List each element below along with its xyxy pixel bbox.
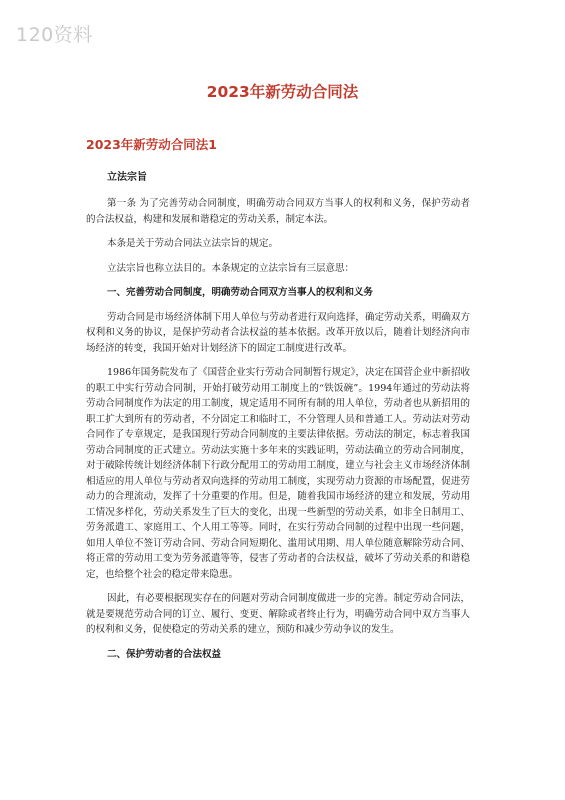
document-title: 2023年新劳动合同法 (206, 83, 359, 101)
watermark: 120资料 (16, 24, 93, 46)
heading-point-2: 二、保护劳动者的合法权益 (107, 648, 222, 660)
subtitle: 立法宗旨 (107, 172, 147, 183)
paragraph-article-1: 第一条 为了完善劳动合同制度，明确劳动合同双方当事人的权利和义务，保护劳动者的合法权益，构建和发展和谐稳定的劳动关系，制定本法。 (86, 198, 470, 225)
paragraph-commentary: 本条是关于劳动合同法立法宗旨的规定。 (107, 238, 279, 249)
document-body (86, 170, 470, 671)
paragraph-conclusion: 因此，有必要根据现实存在的问题对劳动合同制度做进一步的完善。制定劳动合同法，就是要规范劳动合同的订立、履行、变更、解除或者终止行为，明确劳动合同中双方当事人的权利和义务，促使稳定的劳动关系的建立，预防和减少劳动争议的发生。 (86, 593, 470, 635)
heading-point-1: 一、完善劳动合同制度，明确劳动合同双方当事人的权利和义务 (107, 287, 374, 298)
section-title: 2023年新劳动合同法1 (86, 137, 217, 152)
paragraph-history: 1986年国务院发布了《国营企业实行劳动合同制暂行规定》，决定在国营企业中新招收的职工中实行劳动合同制，开始打破劳动用工制度上的“铁饭碗”。1994年通过的劳动法将劳动合同制度作为法定的用工制度，规定适用不同所有制的用人单位，劳动者也从新招用的职工扩大到所有的劳动者，不分固定工和临时工，不分管理人员和普通工人。劳动法对劳动合同作了专章规定，是我国现行劳动合同制度的主要法律依据。劳动法的制定，标志着我国劳动合同制度的正式建立。劳动法实施十多年来的实践证明，劳动法确立的劳动合同制度，对于破除传统计划经济体制下行政分配用工的劳动用工制度，建立与社会主义市场经济体制相适应的用人单位与劳动者双向选择的劳动用工制度，实现劳动力资源的市场配置，促进劳动力的合理流动，发挥了十分重要的作用。但是，随着我国市场经济的建立和发展，劳动用工情况多样化，劳动关系发生了巨大的变化，出现一些新型的劳动关系，如非全日制用工、劳务派遣工、家庭用工、个人用工等等。同时，在实行劳动合同制的过程中出现一些问题，如用人单位不签订劳动合同、劳动合同短期化、滥用试用期、用人单位随意解除劳动合同、将正常的劳动用工变为劳务派遣等等，侵害了劳动者的合法权益，破坏了劳动关系的和谐稳定，也给整个社会的稳定带来隐患。 (86, 367, 470, 580)
paragraph-contract-definition: 劳动合同是市场经济体制下用人单位与劳动者进行双向选择，确定劳动关系，明确双方权利和义务的协议，是保护劳动者合法权益的基本依据。改革开放以后，随着计划经济向市场经济的转变，我国开始对计划经济下的固定工制度进行改革。 (86, 311, 470, 354)
paragraph-purpose-intro: 立法宗旨也称立法目的。本条规定的立法宗旨有三层意思： (107, 262, 355, 274)
